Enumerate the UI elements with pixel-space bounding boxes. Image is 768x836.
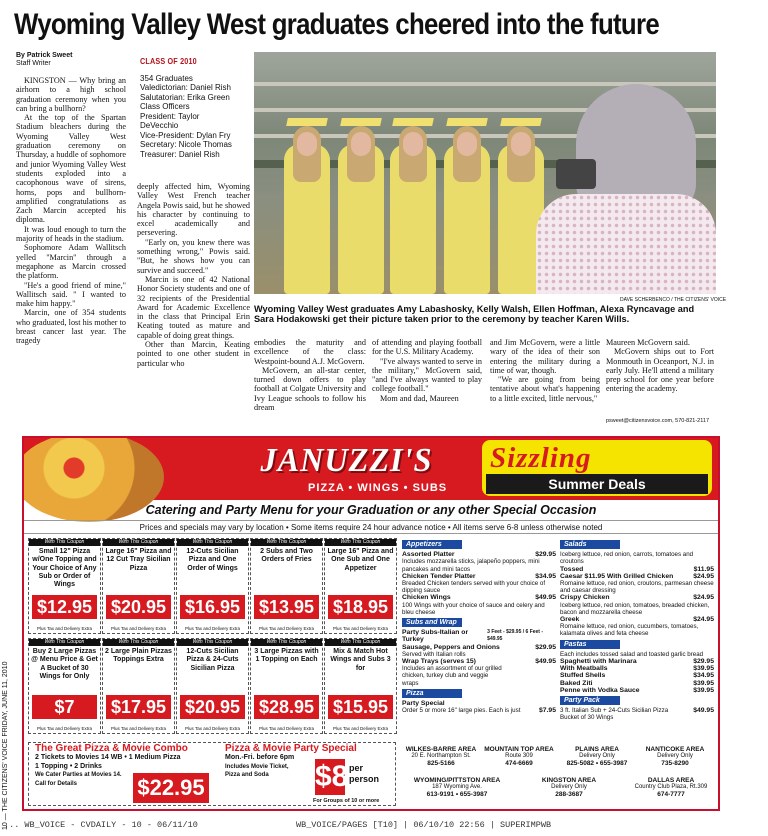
sidebar-line: Class Officers bbox=[140, 102, 190, 111]
coupon[interactable]: With This Coupon Mix & Match Hot Wings and Subs 3 for $15.95 Plus Tax and Delivery Extra bbox=[324, 638, 397, 734]
movie-party-special: Pizza & Movie Party Special Mon.-Fri. before 6pm Includes Movie Ticket, Pizza and Soda $8 per person For Groups of 10 or more bbox=[225, 743, 380, 804]
menu-column-right: Salads Iceberg lettuce, red onion, carrots, tomatoes and croutons Tossed $11.95 Caesar $11.95 With Grilled Chicken $24.95 Romaine lettuce, red onion, croutons, parmesan cheese and caesar dressing Crispy Chicken $24.95 Iceberg lettuce, red onion, tomatoes, breaded chicken, bacon and mozzarella cheese Greek $24.95 Romaine lettuce, red onion, cucumbers, tomatoes, kalamata olives and feta cheese Pastas Each includes tossed salad and toasted garlic bread Spaghetti with Marinara $29.95 With Meatballs $39.95 Stuffed Shells $34.95 Baked Ziti $39.95 Penne with Vodka Sauce $39.95 Party Pack 3 ft. Italian Sub + 24-Cuts Sicilian Pizza Bucket of 30 Wings $49.95 bbox=[560, 541, 714, 722]
article-column-3 bbox=[254, 338, 366, 412]
article-paragraph: deeply affected him, Wyoming Valley West French teacher Angela Powis said, but he showed his character by continuing to excel academically and persevering. bbox=[137, 182, 250, 238]
article-paragraph: and Jim McGovern, were a little wary of the idea of their son entering the military during a time of war, though. bbox=[490, 338, 600, 375]
catering-headline: Catering and Party Menu for your Graduation or any other Special Occasion bbox=[145, 503, 597, 517]
byline bbox=[16, 52, 72, 68]
page-margin-folio: 10 — THE CITIZENS' VOICE FRIDAY, JUNE 11, 2010 bbox=[2, 661, 9, 830]
location: MOUNTAIN TOP AREA Route 309 474-6669 bbox=[484, 746, 554, 767]
sizzling-summer-deals bbox=[482, 440, 712, 496]
coupon-price: $15.95 bbox=[328, 695, 393, 719]
article-paragraph: Mom and dad, Maureen bbox=[380, 393, 459, 403]
coupon-price: $18.95 bbox=[328, 595, 393, 619]
menu-heading: Pastas bbox=[560, 640, 620, 649]
januzzis-logo: JANUZZI'S bbox=[260, 442, 433, 479]
coupon[interactable]: With This Coupon 2 Large Plain Pizzas Toppings Extra $17.95 Plus Tax and Delivery Extra bbox=[102, 638, 175, 734]
article-paragraph: "I've always wanted to serve in the military," McGovern said, "and I've always wanted to play college football." bbox=[372, 356, 482, 394]
ad-banner bbox=[24, 438, 718, 500]
januzzis-ad bbox=[22, 436, 720, 811]
article-column-1 bbox=[16, 76, 126, 346]
prices-note: Prices and specials may vary by location • Some items require 24 hour advance notice • All items serve 6-8 unless otherwise noted bbox=[24, 520, 718, 534]
article-paragraph: of attending and playing football for the U.S. Military Academy. bbox=[372, 338, 482, 357]
coupon-price: $16.95 bbox=[180, 595, 245, 619]
article-column-6 bbox=[606, 338, 714, 394]
coupon-price: $7 bbox=[32, 695, 97, 719]
sizzling-text: Sizzling bbox=[490, 442, 592, 474]
coupon[interactable]: With This Coupon 12-Cuts Sicilian Pizza and One Order of Wings $16.95 Plus Tax and Delivery Extra bbox=[176, 538, 249, 634]
article-paragraph: Maureen McGovern said. bbox=[606, 338, 690, 347]
graduates-photo bbox=[254, 52, 716, 294]
sidebar-heading: CLASS OF 2010 bbox=[140, 56, 197, 66]
article-column-2 bbox=[137, 182, 250, 368]
location: NANTICOKE AREA Delivery Only 735-8290 bbox=[645, 746, 705, 767]
author-email: psweet@citizensvoice.com, 570-821-2117 bbox=[606, 418, 710, 424]
location: WYOMING/PITTSTON AREA 187 Wyoming Ave. 613-9191 • 655-3987 bbox=[413, 777, 501, 798]
sidebar-line: DeVecchio bbox=[140, 121, 179, 130]
sidebar-line: Secretary: Nicole Thomas bbox=[140, 140, 232, 149]
article-paragraph: embodies the maturity and excellence of the class: Westpoint-bound A.J. McGovern. bbox=[254, 338, 366, 366]
movie-combo-coupons[interactable] bbox=[28, 742, 396, 806]
byline-name: By Patrick Sweet bbox=[16, 52, 73, 59]
catering-menu bbox=[402, 538, 714, 744]
photo-caption: Wyoming Valley West graduates Amy Labashosky, Kelly Walsh, Ellen Hoffman, Alexa Ryncavage and Sara Hodakowski get their picture taken prior to the ceremony by teacher Karen Wills. bbox=[254, 304, 695, 324]
article-paragraph: Marcin is one of 42 National Honor Society students and one of 32 recipients of the Presidential Award for Academic Excellence in the class that Principal Erin Keating touted as mature and capable of doing great things. bbox=[137, 274, 251, 340]
slug-left: ... WB_VOICE - CVDAILY - 10 - 06/11/10 bbox=[4, 820, 198, 830]
article-column-4 bbox=[372, 338, 482, 403]
headline: Wyoming Valley West graduates cheered into the future bbox=[14, 8, 660, 41]
pizza-movie-combo: The Great Pizza & Movie Combo 2 Tickets to Movies 14 WB • 1 Medium Pizza 1 Topping • 2 Drinks We Cater Parties at Movies 14. Call for Details $22.95 bbox=[35, 743, 215, 807]
article-column-5 bbox=[490, 338, 600, 403]
summer-deals-text: Summer Deals bbox=[486, 474, 708, 494]
menu-heading: Pizza bbox=[402, 689, 462, 698]
article-paragraph: At the top of the Spartan Stadium bleachers during the Wyoming Valley West graduation ceremony on Thursday, a huddle of sophomore and junior Wyoming Valley West students exploded into a cacophonous wave of sirens, horns, pops and bullhorn-amplified congratulations as Zach Marcin accepted his diploma. bbox=[16, 113, 126, 225]
combo-price: $22.95 bbox=[133, 773, 209, 803]
coupon[interactable]: With This Coupon Large 16" Pizza and 12 Cut Tray Sicilian Pizza $20.95 Plus Tax and Delivery Extra bbox=[102, 538, 175, 634]
sidebar-line: Valedictorian: Daniel Rish bbox=[140, 83, 232, 92]
article-paragraph: McGovern ships out to Fort Monmouth in Oceanport, N.J. in early July. He'll attend a military prep school for one year before entering the academy. bbox=[606, 347, 714, 394]
article-paragraph: It was loud enough to turn the majority of heads in the stadium. bbox=[16, 224, 126, 244]
coupon[interactable]: With This Coupon Buy 2 Large Pizzas @ Menu Price & Get A Bucket of 30 Wings for Only $7 Plus Tax and Delivery Extra bbox=[28, 638, 101, 734]
location: PLAINS AREA Delivery Only 825-5082 • 655-3987 bbox=[566, 746, 628, 767]
coupon-price: $17.95 bbox=[106, 695, 171, 719]
coupon-price: $12.95 bbox=[32, 595, 97, 619]
menu-heading: Appetizers bbox=[402, 540, 462, 549]
article-paragraph: "We are going from being tentative about what's happening to a little excited, little nervous," bbox=[490, 375, 600, 403]
article-paragraph: KINGSTON — Why bring an airhorn to a high school graduation ceremony when you can bring a bullhorn? bbox=[16, 76, 126, 113]
ad-tagline: PIZZA • WINGS • SUBS bbox=[308, 482, 448, 494]
sidebar-line: 354 Graduates bbox=[140, 73, 193, 83]
coupon[interactable]: With This Coupon Small 12" Pizza w/One Topping and Your Choice of Any Sub or Order of Wings $12.95 Plus Tax and Delivery Extra bbox=[28, 538, 101, 634]
sidebar-line: Treasurer: Daniel Rish bbox=[140, 149, 220, 159]
article-paragraph: "He's a good friend of mine," Wallitsch said. " I wanted to make him happy." bbox=[16, 280, 126, 309]
sidebar-line: Vice-President: Dylan Fry bbox=[140, 130, 231, 140]
party-price: $8 bbox=[315, 760, 349, 793]
article-paragraph: Other than Marcin, Keating pointed to one other student in particular who bbox=[137, 340, 250, 368]
location: WILKES-BARRE AREA 20 E. Northampton St. 825-5166 bbox=[405, 746, 477, 767]
menu-heading: Party Pack bbox=[560, 696, 620, 705]
print-slug bbox=[0, 820, 768, 834]
article-paragraph: Marcin, one of 354 students who graduated, lost his mother to breast cancer last year. The tragedy bbox=[16, 308, 126, 346]
coupon-grid bbox=[28, 538, 396, 734]
location: KINGSTON AREA Delivery Only 288-3687 bbox=[541, 777, 597, 798]
menu-column-left: Appetizers Assorted Platter $29.95 Includes mozzarella sticks, jalapeño poppers, mini pancakes and mini tacos Chicken Tender Platter $34.95 Breaded Chicken tenders served with your choice of dipping sauce Chicken Wings $49.95 100 Wings with your choice of sauce and celery and bleu cheese Subs and Wrap Party Subs-Italian or Turkey 3 Feet - $29.95 / 6 Feet - $49.95 Sausage, Peppers and Onions $29.95 Served with Italian rolls Wrap Trays (serves 15) $49.95 Includes an assortment of our grilled chicken, turkey club and veggie wraps Pizza Party Special Order 5 or more 16" large pies. Each is just $7.95 bbox=[402, 541, 556, 715]
coupon[interactable]: With This Coupon 3 Large Pizzas with 1 Topping on Each $28.95 Plus Tax and Delivery Extra bbox=[250, 638, 323, 734]
article-paragraph: "Early on, you knew there was something wrong," Powis said. "But, he shows how you can survive and succeed." bbox=[137, 237, 250, 275]
menu-heading: Salads bbox=[560, 540, 620, 549]
location: DALLAS AREA Country Club Plaza, Rt.309 674-7777 bbox=[634, 777, 708, 798]
sidebar-line: Salutatorian: Erika Green bbox=[140, 92, 230, 102]
coupon-price: $20.95 bbox=[106, 595, 171, 619]
article-paragraph: Sophomore Adam Wallitsch yelled "Marcin" through a megaphone as Marcin crossed the platform. bbox=[16, 243, 126, 281]
coupon-price: $20.95 bbox=[180, 695, 245, 719]
article-paragraph: McGovern, an all-star center, turned down offers to play football at Colgate University and Ivy League schools to follow his dream bbox=[254, 365, 366, 413]
store-locations bbox=[402, 746, 714, 808]
coupon[interactable]: With This Coupon 2 Subs and Two Orders of Fries $13.95 Plus Tax and Delivery Extra bbox=[250, 538, 323, 634]
coupon-price: $13.95 bbox=[254, 595, 319, 619]
coupon-price: $28.95 bbox=[254, 695, 319, 719]
coupon[interactable]: With This Coupon Large 16" Pizza and One Sub and One Appetizer $18.95 Plus Tax and Delivery Extra bbox=[324, 538, 397, 634]
sidebar-line: President: Taylor bbox=[140, 111, 200, 121]
coupon[interactable]: With This Coupon 12-Cuts Sicilian Pizza & 24-Cuts Sicilian Pizza $20.95 Plus Tax and Delivery Extra bbox=[176, 638, 249, 734]
class-of-2010-box bbox=[140, 57, 250, 159]
byline-title: Staff Writer bbox=[16, 60, 51, 67]
photo-credit: DAVE SCHERBENCO / THE CITIZENS' VOICE bbox=[620, 297, 727, 303]
menu-heading: Subs and Wrap bbox=[402, 618, 462, 627]
slug-right: WB_VOICE/PAGES [T10] | 06/10/10 22:56 | SUPERIMPWB bbox=[296, 820, 552, 830]
